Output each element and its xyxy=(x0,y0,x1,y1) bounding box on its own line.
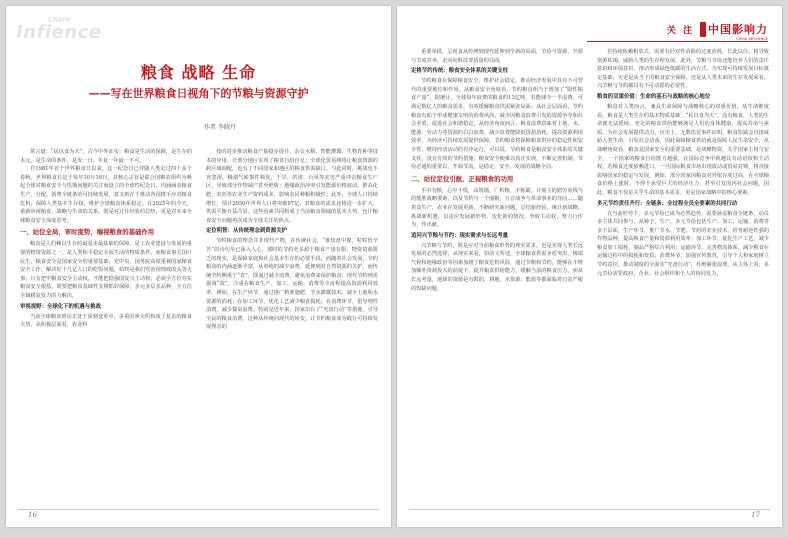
logo-cn-text: CNMM xyxy=(48,16,71,24)
brand-mark-icon xyxy=(700,22,706,37)
subsection-heading: 多元节约责任齐行：全链条、全过程全员全要素的共同行动 xyxy=(597,200,738,207)
page-number: 17 xyxy=(751,511,760,519)
paragraph: 当前全球粮食格局正处于深刻变革中，多重因素交织构成了复杂的粮食大势，从积极层面看，农业科 xyxy=(20,313,192,329)
right-page xyxy=(397,6,782,527)
section-heading: 二、站位定位引航，正视粮食的功用 xyxy=(411,174,514,183)
section-label: 关 注 xyxy=(666,25,694,36)
paragraph: 兴节粮与节约，既是应对当前粮食形势的现实需求，也是实现人类长远发展的必然选择，从现实来看，如前文所述，全球粮食供需矛盾突出，极端气候和地缘政治等因素加剧了粮食危机风险，通过节粮和节约，能够在不增加额外资源投入的前提下，提升粮食供给能力，缓解当前的粮食压力，而从长远考量，地球的资源是有限的，耕地、水资源、能源等都面临着日益严峻的短缺问题， xyxy=(411,242,583,292)
left-column-1 xyxy=(20,148,192,330)
paragraph: 常言道：“民以食为天”，古今中外证实：粮食是生活的保障，是生存的本元，是生命的条件，是发一日，年复一年最一不可。 xyxy=(20,149,192,164)
article-subtitle: ——写在世界粮食日视角下的节粮与资源守护 xyxy=(88,87,309,100)
paragraph: 粮食是人们赖以生存的最基本最基础的保障，是工农业建设与发展的重要的物资资源之一，是人类和平稳定幸福生活的物质条件，而粮食事关国计民生，粮食安全是国家安全的重要基础，党中央、国务院高度重视国家粮食安全工作，解决好十几亿人口的吃饭问题，始终是我们党治国理政的头等大事；只有把牢粮食安全主动权，才能把稳强国复兴主动权；必须全方位夯实粮食安全根基，既要把粮食基础性支撑抓好保障，多元多层多品种，全方位全域耕复发力的力解决。 xyxy=(20,241,192,299)
magazine-logo xyxy=(16,16,116,44)
paragraph: 粮食对人类而言，兼具生命保障与战略核心的双重价值，从生命维度看，粮食是人类生存的基本物质基础，“民以食为天”，没有粮食，人类的生命便无法延续，充足的粮食供给能够满足人们的身体健康，提高寿命与素质，为社会发展提供动力，历史上，无数饥荒事件证明，粮食短缺会直接威胁人类生命，引发社会动荡，因此保障粮食供给就是保障人民生命安全，从战略角度看，粮食是国家安全的重要基础，是战略物资，关乎国家主权与安全，一个国家的粮食自给能力越强，在国际竞争中就越具有话语权和主动权，若粮食过度依赖进口，一旦国际粮食市场出现波动或贸易封锁，将直接影响国家的稳定与发展，例如，部分国家因粮食对外依存度过高，在全球粮食价格上涨时，不得不承受巨大的经济压力，甚至引发国内社会问题，因此，粮食不仅是关乎生命的基本需求，更是国家战略中的核心要素。 xyxy=(597,103,769,196)
paragraph: 手中有粮，心中不慌，高筑墙，广积粮，不称霸，计划主的慰劳底线与的能胜战略要素，以及节约与一个圈粮，万音战争与革命事业的导向……随着食生产，农业在发展更新，不断研究新问题，总结新经验，统计新战略，挑战新机遇，以适应发展新形势，变化新的情况，争取主动权，努力行作为，作出献。 xyxy=(411,187,583,229)
footer-rule xyxy=(18,509,379,510)
paragraph: 技的进步推动粮食产量稳步提升，杂交水稻、智能灌溉、生物育种等技术的应用，让部分地区实现了粮食自给自足；全球化贸易网络让粮食资源的跨区域调配，也有了不同国家和地区的粮食供需缺口。与此同时，挑战也不容忽视。极端气候事件频发，干旱、洪涝、台风等灾害严重冲击粮食生产区，导致部分作物减产甚至绝收；地缘政治冲突引发能源价格波动，推高化肥、农药等农业生产资料成本，影响农民种粮积极性；此外，全球人口持续增长，预计2050年世界人口将突破97亿，对粮食的需求还将进一步扩大，供需平衡日益凸显。这些因素共同构成了当前粮食领域的基本大势，也让粮食安全问题再次成为全球关注的焦点。 xyxy=(206,149,378,224)
page-header xyxy=(666,20,768,41)
subsection-heading: 追问兴节粮与节约：现实需求与长远考量 xyxy=(411,232,509,239)
paragraph: 重要举措，呈现食从传统到现代延伸到全新的局面，节俭与资源、开源与节流并举，走向向科技要质量的局面。 xyxy=(411,49,583,64)
subsection-heading: 粮食的双重价值：生命的基石与战略的核心地位 xyxy=(597,93,711,100)
footer-rule xyxy=(409,509,770,510)
article-title: 粮食 战略 生命 xyxy=(140,63,257,82)
article-author: 作者 李晓丹 xyxy=(204,124,236,131)
subsection-heading: 定位明智：从传统理念到资源关护 xyxy=(206,228,287,235)
header-rule xyxy=(587,41,768,42)
brand-subtitle: CHINA INFLUENCE xyxy=(736,37,768,41)
paragraph: 自1981年首个世界粮食日以来，这一纪念日已伴随人类走过四十多个春秋。世界粮食日定于每年10月16日，其核心宗旨是联合国粮农组织为唤起全球对粮食安全与饥饿问题的关注而设立的全球性纪念日，内涵涵盖粮食生产、分配、消费全链条的可持续发展，意义则在于推动各国携手应对粮食危机，保障人类基本生存权，维护全球粮食体系稳定。在2025年的今天，重新审视粮食、战略与生命的关系，既是对过往经验的总结，更是对未来全球粮食安全深度思考。 xyxy=(20,166,192,224)
paragraph: 节约粮食在保障粮食安全、维护社会稳定、推动经济发展中具有不可替代的重要地位和作用。从粮食安全角度看，节约粮食相当于增加了“隐性粮食产量”，据统计，全球每年浪费的粮食约13亿吨，若能减少一半浪费，可满足数亿人的粮食需求，有效缓解粮食供需紧张局面；从社会层面看，节约粮食有助于形成健康文明的消费风尚，减少因粮食浪费引发的资源争夺和社会矛盾，促进社会和谐稳定，从经济角度而言，粮食浪费意味着土地、水、能源、劳动力等资源的白白浪费，减少浪费能降低资源消耗，提高资源利用效率，为经济可持续发展提供保障。节约粮食将保障粮食供应的稳定性和安全性，维持经济活动的有序运行，可以说，节约粮食是粮食安全体系的关键支柱，没有有效的节约措施，粮食安全便难以真正实现，不断完善机制，节俭必通的重要以，开源节流，是稳定、安全、发展的战略全局。 xyxy=(411,78,583,171)
brand-logo xyxy=(700,22,768,41)
section-heading: 一、站位全局，审时度势，端视粮食的基础作用 xyxy=(20,228,155,237)
left-page xyxy=(6,6,391,527)
right-column-1 xyxy=(411,48,583,293)
paragraph: 若持续依赖粗放式、需要有针对性消除的过度消耗，长此以往，将导致资源枯竭，威胁人类的生存和发展，此外，节粮与节俭还能培养人们的责任意识和环保意识，推动形成绿色低碳的生活方式，为实现可持续发展目标奠定基础，无论是从当下的粮食安全保障，还是从人类未来的生存发展来看，兴节粮与节约都具有不可动摇的必要性。 xyxy=(597,49,769,90)
paragraph: 在当前形势下，多元节俭已成为必然趋势，需要涵盖粮食全链条，动员多主体共同参与，从种子，生产，多元节俭包括生产、加工、运输、消费等多个层面，生产环节，推广节水、节肥、节药的农业技术，培育耐逆性强的作物品种，提高粮食产量和资源利用效率；加工环节，优化生产工艺，减少粮食加工损耗，制品严格综合利用；运输环节，完善物流体系，减少粮食在运输过程中的损耗和变质；消费环节，加强宣传教育，引导个人和家庭树立节约意识，推动制度的全面实“光盘行动”，杜绝铺张浪费。从主体上看，多元节俭需要政府、企业、社会组织和个人的协同发力。 xyxy=(597,210,769,277)
page-number: 16 xyxy=(28,511,37,519)
paragraph: 节约粮食的理念并非现代产物，在传统社会，“谁知盘中餐，粒粒皆辛苦”的诗句早已深入人心，那时的节约更多源于粮食产量有限、物资资源匮乏的现实，是保障家庭和社会基本生存的必要手段。而随着社会发展，节约粮食的内涵逐渐丰富，从单纯的减少浪费，延伸到对自然资源的关护，而传统节约侧重于“省”，即通过减少消费、避免浪费来保护粮食；现代节约则更强调“效”，注重在粮食生产、加工、运输、消费等全流程提高资源利用效率。例如，在生产环节，通过推广精准施肥、节水灌溉技术，减少土地和水资源的消耗；在加工环节，优化工艺减少粮食损耗；在消费环节，倡导理性消费，减少餐桌浪费。特别是近年来，国家出台了“光盘行动”等措施，引导全民的粮食消费。这种从传统向现代的转变，让节约粮食成为践行可持续发展理念的 xyxy=(206,238,378,331)
subsection-heading: 定格节约传统：粮食安全体系的关键支柱 xyxy=(411,68,509,75)
subsection-heading: 审视视野：全球化下的机遇与挑战 xyxy=(20,303,101,310)
brand-name: 中国影响力 xyxy=(708,23,768,36)
right-column-2 xyxy=(597,48,769,278)
left-column-2 xyxy=(206,148,378,332)
logo-en-text: Infience xyxy=(16,22,102,43)
